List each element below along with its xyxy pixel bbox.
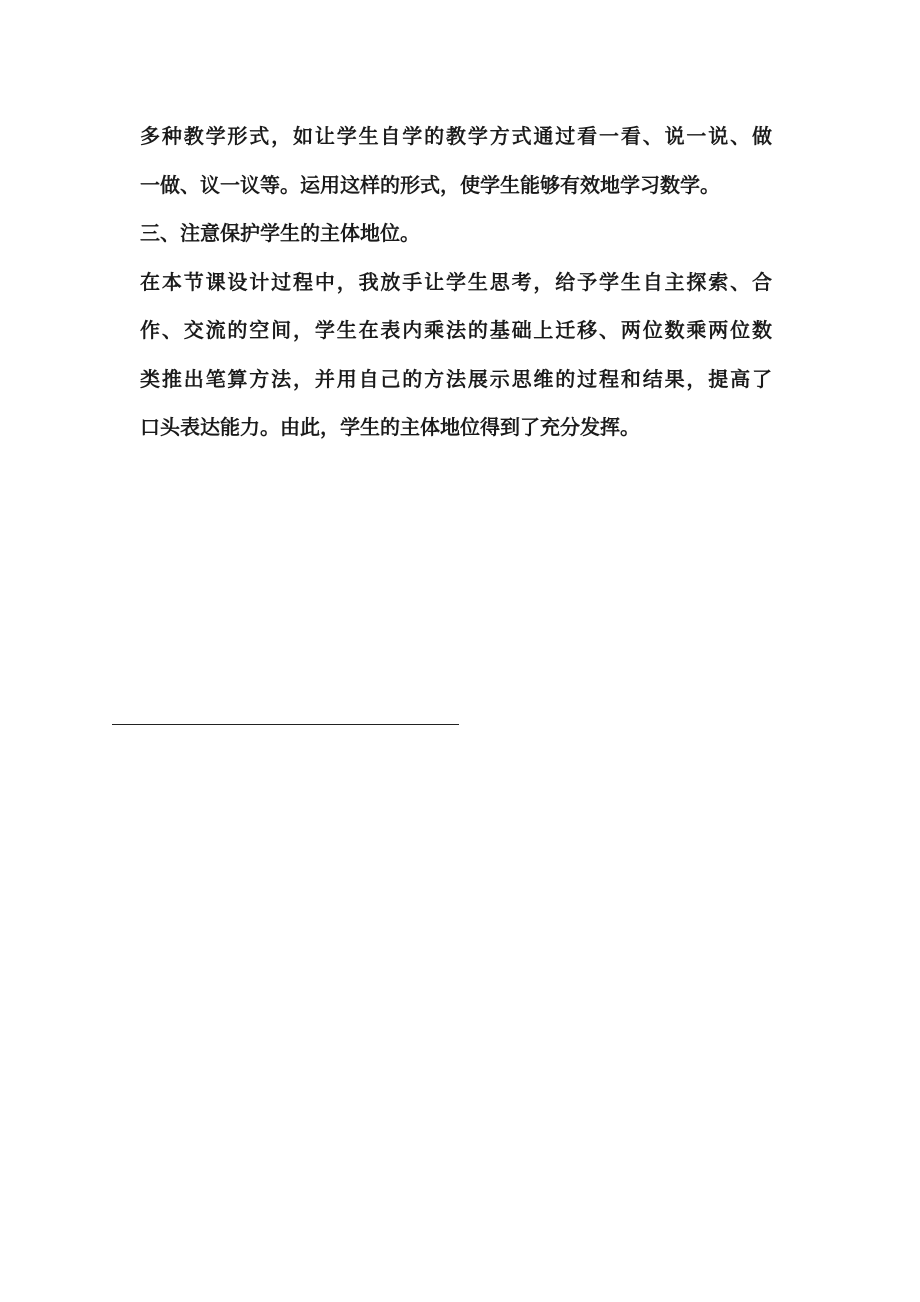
- paragraph-line: 类推出笔算方法，并用自己的方法展示思维的过程和结果，提高了: [140, 366, 772, 391]
- paragraph-line: 在本节课设计过程中，我放手让学生思考，给予学生自主探索、合: [140, 269, 772, 294]
- paragraph-line: 作、交流的空间，学生在表内乘法的基础上迁移、两位数乘两位数: [140, 318, 772, 342]
- paragraph-line: 一做、议一议等。运用这样的形式，使学生能够有效地学习数学。: [140, 172, 720, 197]
- paragraph-line: 多种教学形式，如让学生自学的教学方式通过看一看、说一说、做: [140, 124, 772, 148]
- section-heading: 三、注意保护学生的主体地位。: [140, 221, 420, 245]
- footnote-separator: [112, 724, 459, 725]
- paragraph-line: 口头表达能力。由此，学生的主体地位得到了充分发挥。: [140, 415, 640, 439]
- body-text: [140, 112, 772, 452]
